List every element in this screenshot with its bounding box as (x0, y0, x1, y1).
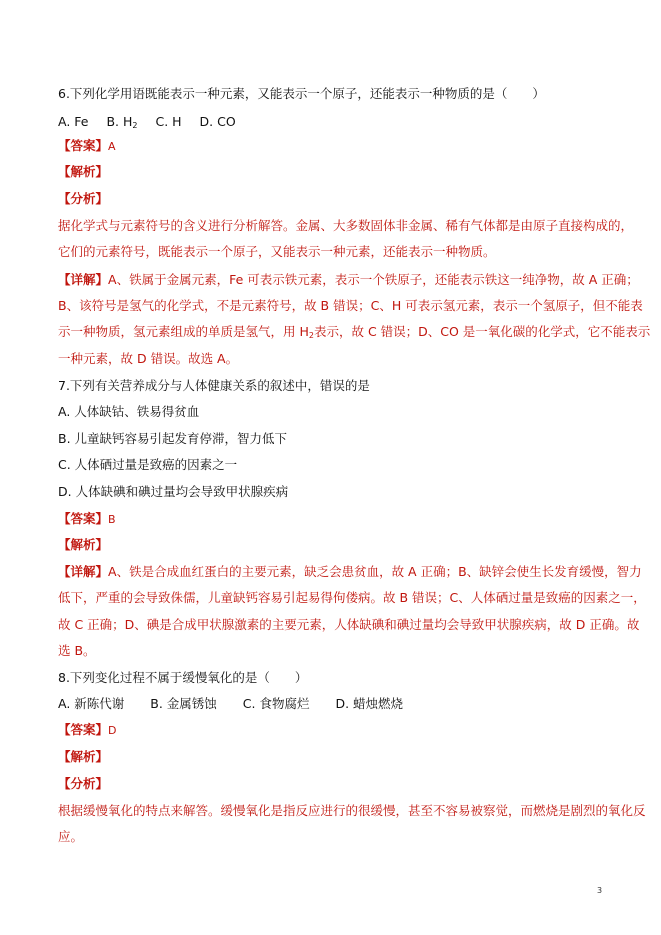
q8-options (58, 696, 403, 712)
q6-fenxi-line-1: 据化学式与元素符号的含义进行分析解答。金属、大多数固体非金属、稀有气体都是由原子直接构成的， (58, 218, 634, 233)
detail-tag: 【详解】 (58, 272, 109, 287)
q6-answer (58, 138, 116, 155)
q6-fenxi-tag: 【分析】 (58, 191, 109, 206)
answer-tag: 【答案】 (58, 511, 109, 526)
q8-fenxi-tag: 【分析】 (58, 776, 109, 791)
q6-option-b: B. $H_2$ (106, 114, 138, 130)
q6-detail-line-1: 【详解】A、铁属于金属元素，Fe 可表示铁元素，表示一个铁原子，还能表示铁这一纯净物，故 A 正确； (58, 272, 639, 287)
q6-fenxi-line-2: 它们的元素符号，既能表示一个原子，又能表示一种元素，还能表示一种物质。 (58, 244, 496, 259)
q7-detail-line-4: 选 B。 (58, 643, 96, 658)
q8-option-b: B. 金属锈蚀 (150, 696, 217, 711)
q7-detail-line-1: 【详解】A、铁是合成血红蛋白的主要元素，缺乏会患贫血，故 A 正确；B、缺锌会使生长发育缓慢，智力 (58, 564, 642, 579)
q8-fenxi-line-2: 应。 (58, 829, 84, 844)
q6-detail-line-3: 示一种物质，氢元素组成的单质是氢气，用 $H_2$表示，故 C 错误；D、CO 是一氧化碳的化学式，它不能表示 (58, 324, 651, 340)
q7-detail-line-3: 故 C 正确；D、碘是合成甲状腺激素的主要元素，人体缺碘和碘过量均会导致甲状腺疾病，故 D 正确。故 (58, 617, 640, 632)
q6-analysis-tag: 【解析】 (58, 164, 109, 179)
page-number: 3 (597, 886, 603, 895)
answer-value: A (108, 140, 116, 153)
q8-stem: 8.下列变化过程不属于缓慢氧化的是（ ） (58, 670, 308, 685)
q6-option-c: C. H (155, 114, 182, 129)
q6-detail-line-2: B、该符号是氢气的化学式，不是元素符号，故 B 错误；C、H 可表示氢元素，表示一个氢原子，但不能表 (58, 298, 643, 313)
q8-option-c: C. 食物腐烂 (242, 696, 310, 711)
q6-options (58, 114, 236, 134)
answer-tag: 【答案】 (58, 138, 109, 153)
q8-answer (58, 722, 117, 739)
q8-option-a: A. 新陈代谢 (58, 696, 125, 711)
q8-fenxi-line-1: 根据缓慢氧化的特点来解答。缓慢氧化是指反应进行的很缓慢，甚至不容易被察觉，而燃烧是剧烈的氧化反 (58, 803, 646, 818)
detail-tag: 【详解】 (58, 564, 109, 579)
q6-option-a: A. Fe (58, 114, 89, 129)
q7-answer (58, 511, 116, 528)
q7-option-d: D. 人体缺碘和碘过量均会导致甲状腺疾病 (58, 484, 289, 499)
q7-option-c: C. 人体硒过量是致癌的因素之一 (58, 457, 238, 472)
q8-analysis-tag: 【解析】 (58, 749, 109, 764)
q7-option-a: A. 人体缺钴、铁易得贫血 (58, 404, 200, 419)
q6-option-d: D. CO (199, 114, 236, 129)
q8-option-d: D. 蜡烛燃烧 (335, 696, 404, 711)
q7-analysis-tag: 【解析】 (58, 537, 109, 552)
q7-detail-line-2: 低下，严重的会导致侏儒，儿童缺钙容易引起易得佝偻病。故 B 错误；C、人体硒过量是致癌的因素之一， (58, 590, 646, 605)
q6-stem: 6.下列化学用语既能表示一种元素，又能表示一个原子，还能表示一种物质的是（ ） (58, 86, 545, 101)
q7-stem: 7.下列有关营养成分与人体健康关系的叙述中，错误的是 (58, 378, 370, 393)
answer-value: D (108, 724, 117, 737)
answer-value: B (108, 513, 116, 526)
answer-tag: 【答案】 (58, 722, 109, 737)
q7-option-b: B. 儿童缺钙容易引起发育停滞，智力低下 (58, 431, 288, 446)
q6-detail-line-4: 一种元素，故 D 错误。故选 A。 (58, 351, 239, 366)
